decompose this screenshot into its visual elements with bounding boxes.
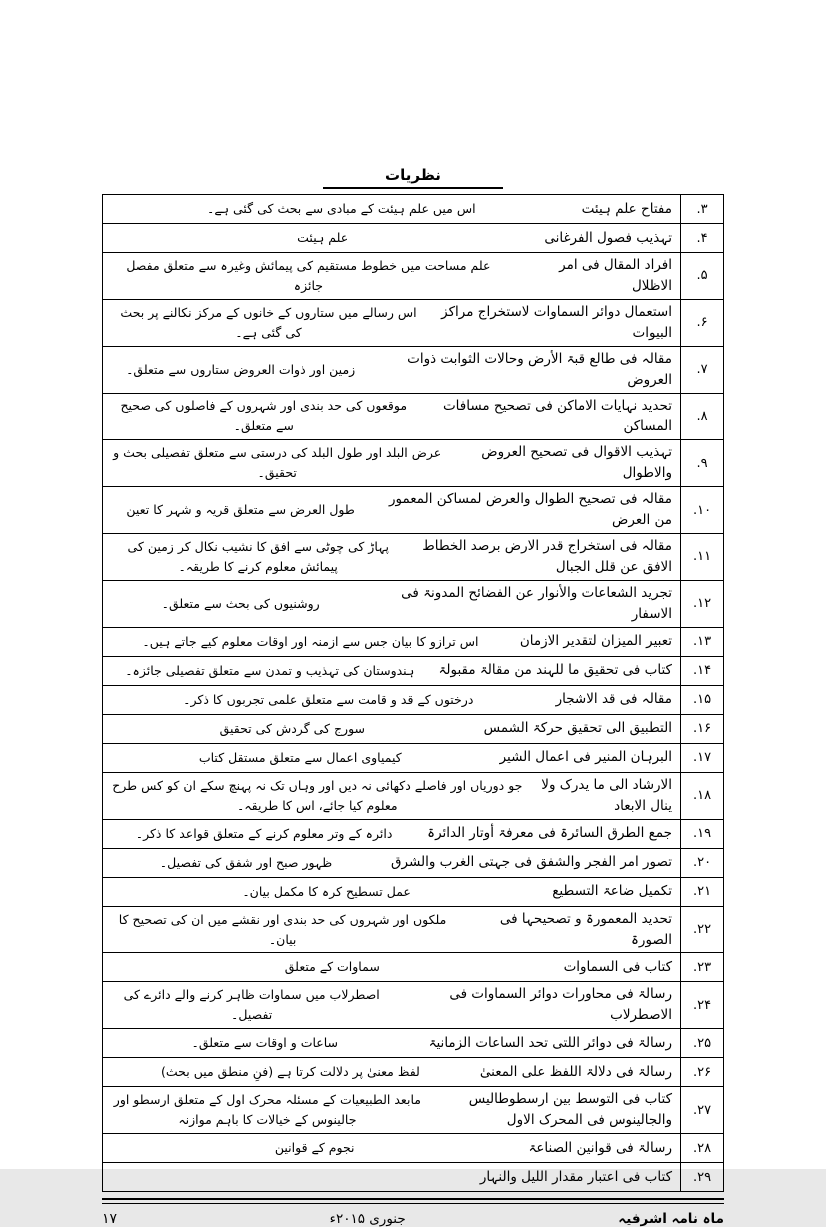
footer-divider (102, 1198, 724, 1204)
row-content (103, 226, 680, 251)
table-row (103, 195, 723, 224)
issue-date: جنوری ۲۰۱۵ء (329, 1211, 406, 1227)
book-description: عرض البلد اور طول البلد کی درستی سے متعلق تفصیلی بحث و تحقیق۔ (113, 445, 442, 481)
book-description: درختوں کے قد و قامت سے متعلق علمی تجربوں کا ذکر۔ (183, 691, 474, 707)
book-title: کتاب فی تحقیق ما للہند من مقالۃ مقبولۃ (438, 662, 672, 679)
row-content (103, 955, 680, 980)
book-title: مقالہ فی تصحیح الطوال والعرض لمساکن المعمور من العرض (388, 491, 672, 529)
row-number: ۱۷. (680, 744, 723, 772)
book-title: البرہان المنیر فی اعمال الشیر (499, 749, 672, 766)
row-content (103, 440, 680, 486)
book-description: سماوات کے متعلق (284, 959, 380, 975)
table-row (103, 347, 723, 394)
row-number: ۲۱. (680, 878, 723, 906)
row-number: ۷. (680, 347, 723, 393)
book-title: تحدید المعمورۃ و تصحیحہا فی الصورۃ (499, 910, 672, 948)
table-row (103, 534, 723, 581)
book-title: تعبیر المیزان لتقدیر الازمان (519, 633, 672, 650)
book-title: رسالۃ فی محاورات دوائر السماوات فی الاصطرلاب (449, 986, 672, 1024)
row-content (103, 907, 680, 953)
row-content (103, 821, 680, 846)
table-row (103, 224, 723, 253)
table-row (103, 773, 723, 820)
row-content (103, 1060, 680, 1085)
page-content (102, 150, 724, 1227)
row-number: ۲۹. (680, 1163, 723, 1191)
book-description: کیمیاوی اعمال سے متعلق مستقل کتاب (198, 749, 402, 765)
table-row (103, 849, 723, 878)
table-row (103, 1087, 723, 1134)
books-table (102, 194, 724, 1192)
book-title: رسالۃ فی دوائر اللتی تحد الساعات الزمانیۃ (428, 1034, 672, 1051)
book-title: التطبیق الی تحقیق حرکۃ الشمس (483, 720, 672, 737)
row-number: ۲۶. (680, 1058, 723, 1086)
row-number: ۴. (680, 224, 723, 252)
table-row (103, 253, 723, 300)
table-row (103, 657, 723, 686)
row-content (103, 745, 680, 770)
book-title: تصور امر الفجر والشفق فی جہتی الغرب والشرق (391, 854, 672, 871)
table-row (103, 744, 723, 773)
table-row (103, 1058, 723, 1087)
row-number: ۱۹. (680, 820, 723, 848)
row-content (103, 487, 680, 533)
page-number: ۱۷ (102, 1211, 118, 1227)
row-content (103, 347, 680, 393)
row-number: ۲۵. (680, 1029, 723, 1057)
row-content (103, 629, 680, 654)
row-content (103, 773, 680, 819)
book-description: علم مساحت میں خطوط مستقیم کی پیمائش وغیرہ سے متعلق مفصل جائزہ (126, 257, 491, 293)
book-description: ظہور صبح اور شفق کی تفصیل۔ (159, 854, 333, 870)
table-row (103, 628, 723, 657)
book-title: رسالۃ فی قوانین الصناعۃ (528, 1139, 672, 1156)
book-description: اس رسالے میں ستاروں کے خانوں کے مرکز نکالنے پر بحث کی گئی ہے۔ (120, 304, 417, 340)
row-content (103, 1165, 680, 1190)
row-number: ۹. (680, 440, 723, 486)
row-number: ۱۲. (680, 581, 723, 627)
book-title: الارشاد الی ما یدرک ولا ینال الابعاد (541, 776, 672, 814)
book-description: جو دوریاں اور فاصلے دکھائی نہ دیں اور وہاں تک نہ پہنچ سکے ان کو کس طرح معلوم کیا جائے، اس کا طریقہ۔ (112, 777, 523, 813)
row-content (103, 394, 680, 440)
book-description: طول العرض سے متعلق قریہ و شہر کا تعین (126, 502, 355, 518)
row-content (103, 197, 680, 222)
row-number: ۲۷. (680, 1087, 723, 1133)
row-content (103, 716, 680, 741)
book-description: لفظ معنیٰ پر دلالت کرتا ہے (فنِ منطق میں بحث) (161, 1064, 420, 1080)
table-row (103, 1134, 723, 1163)
row-number: ۲۰. (680, 849, 723, 877)
table-row (103, 982, 723, 1029)
book-title: تہذیب الاقوال فی تصحیح العروض والاطوال (481, 444, 672, 482)
book-description: مابعد الطبیعیات کے مسئلہ محرک اول کے متعلق ارسطو اور جالینوس کے خیالات کا باہم موازنہ (113, 1092, 421, 1128)
row-number: ۱۶. (680, 715, 723, 743)
row-number: ۸. (680, 394, 723, 440)
book-title: تکمیل ضاعۃ التسطیع (552, 883, 672, 900)
row-content (103, 300, 680, 346)
book-description: روشنیوں کی بحث سے متعلق۔ (161, 595, 320, 611)
table-row (103, 1163, 723, 1191)
table-row (103, 820, 723, 849)
book-description: اصطرلاب میں سماوات ظاہر کرنے والے دائرے کی تفصیل۔ (123, 987, 380, 1023)
table-row (103, 878, 723, 907)
book-title: مفتاح علم ہیئت (581, 200, 672, 217)
book-title: تہذیب فصول الفرغانی (544, 229, 672, 246)
book-description: دائرہ کے وتر معلوم کرنے کے متعلق قواعد کا ذکر۔ (135, 825, 393, 841)
row-number: ۱۳. (680, 628, 723, 656)
table-row (103, 686, 723, 715)
book-title: کتاب فی اعتبار مقدار اللیل والنہار (479, 1168, 672, 1185)
book-description: زمین اور ذوات العروض ستاروں سے متعلق۔ (126, 361, 356, 377)
book-title: رسالۃ فی دلالۃ اللفظ علی المعنیٰ (479, 1063, 672, 1080)
magazine-name: ماہ نامہ اشرفیہ (618, 1211, 724, 1227)
table-row (103, 394, 723, 441)
book-title: کتاب فی التوسط بین ارسطوطالیس والجالینوس فی المحرک الاول (468, 1091, 672, 1129)
row-content (103, 982, 680, 1028)
section-heading (102, 150, 724, 189)
row-number: ۶. (680, 300, 723, 346)
book-title: مقالہ فی قد الاشجار (555, 691, 672, 708)
row-number: ۱۰. (680, 487, 723, 533)
table-row (103, 440, 723, 487)
footer-row (102, 1211, 724, 1227)
book-title: مقالہ فی طالع قبۃ الأرض وحالات الثوابت ذوات العروض (407, 350, 672, 388)
row-content (103, 850, 680, 875)
book-description: علم ہیئت (297, 229, 349, 245)
row-number: ۲۴. (680, 982, 723, 1028)
book-title: مقالہ فی استخراج قدر الارض برصد الخطاط الافق عن قلل الجبال (422, 538, 672, 575)
book-title: استعمال دوائر السماوات لاستخراج مراکز البیوات (441, 303, 672, 341)
table-row (103, 953, 723, 982)
book-description: عمل تسطیح کرہ کا مکمل بیان۔ (242, 883, 411, 899)
row-number: ۲۳. (680, 953, 723, 981)
row-number: ۲۲. (680, 907, 723, 953)
table-row (103, 581, 723, 628)
book-title: کتاب فی السماوات (563, 958, 672, 975)
table-row (103, 907, 723, 954)
table-row (103, 487, 723, 534)
book-title: تحدید نہایات الاماکن فی تصحیح مسافات المساکن (442, 397, 672, 435)
book-title: تجرید الشعاعات والأنوار عن الفضائح المدونۃ فی الاسفار (401, 584, 672, 622)
book-description: سورج کی گردش کی تحقیق (219, 720, 366, 736)
row-number: ۱۱. (680, 534, 723, 580)
row-content (103, 581, 680, 627)
book-table-body (103, 195, 723, 1191)
book-title: افراد المقال فی امر الاظلال (559, 257, 672, 294)
book-description: ساعات و اوقات سے متعلق۔ (191, 1035, 339, 1051)
row-number: ۲۸. (680, 1134, 723, 1162)
row-number: ۱۸. (680, 773, 723, 819)
table-row (103, 300, 723, 347)
row-number: ۱۵. (680, 686, 723, 714)
book-title: جمع الطرق السائرۃ فی معرفۃ أوتار الدائرۃ (427, 825, 672, 842)
book-description: اس میں علم ہیئت کے مبادی سے بحث کی گئی ہے۔ (207, 200, 476, 216)
row-number: ۱۴. (680, 657, 723, 685)
row-content (103, 1087, 680, 1133)
row-content (103, 1031, 680, 1056)
row-content (103, 687, 680, 712)
row-content (103, 534, 680, 580)
book-description: اس ترازو کا بیان جس سے ازمنہ اور اوقات معلوم کیے جاتے ہیں۔ (142, 633, 479, 649)
table-row (103, 715, 723, 744)
row-content (103, 1136, 680, 1161)
book-description: ہندوستان کی تہذیب و تمدن سے متعلق تفصیلی جائزہ۔ (125, 662, 415, 678)
row-number: ۵. (680, 253, 723, 299)
table-row (103, 1029, 723, 1058)
section-heading-text: نظریات (323, 166, 503, 189)
book-description: موقعوں کی حد بندی اور شہروں کے فاصلوں کی صحیح سے متعلق۔ (120, 398, 408, 434)
row-number: ۳. (680, 195, 723, 223)
book-description: پہاڑ کی چوٹی سے افق کا نشیب نکال کر زمین کی پیمائش معلوم کرنے کا طریقہ۔ (127, 538, 389, 574)
page-footer (102, 1198, 724, 1227)
row-content (103, 658, 680, 683)
book-description: نجوم کے قوانین (274, 1140, 355, 1156)
book-description: ملکوں اور شہروں کی حد بندی اور نقشے میں ان کی تصحیح کا بیان۔ (118, 911, 447, 947)
row-content (103, 879, 680, 904)
row-content (103, 253, 680, 299)
